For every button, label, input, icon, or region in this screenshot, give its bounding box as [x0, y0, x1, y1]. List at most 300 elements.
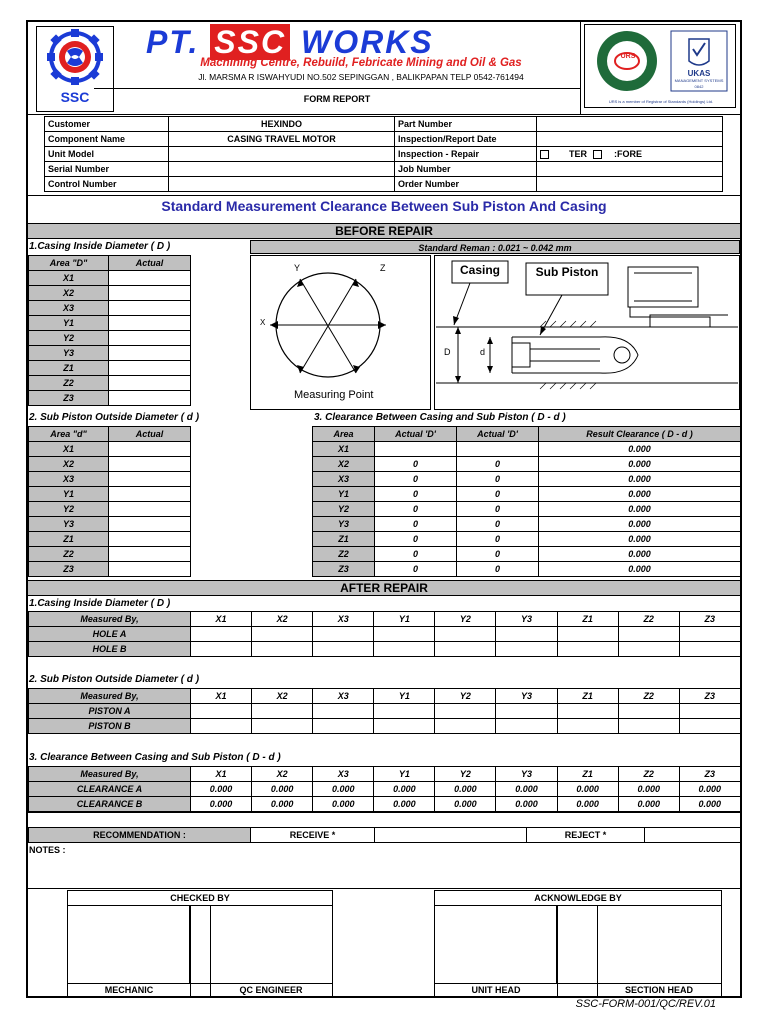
- row-value[interactable]: [191, 704, 252, 719]
- casing-area: X2: [29, 286, 109, 301]
- row-value: 0.000: [679, 782, 740, 797]
- header-area: Area "d": [29, 427, 109, 442]
- row-value[interactable]: [191, 627, 252, 642]
- after-casing-table: [28, 611, 741, 657]
- info-value[interactable]: [169, 162, 395, 177]
- table-row: [29, 562, 191, 577]
- diagram-sub-piston-label: Sub Piston: [535, 265, 599, 279]
- row-value[interactable]: [618, 704, 679, 719]
- row-value: 0.000: [557, 782, 618, 797]
- receive-value[interactable]: [375, 828, 527, 843]
- casing-actual[interactable]: [109, 301, 191, 316]
- casing-actual[interactable]: [109, 286, 191, 301]
- clear-D1: 0: [375, 547, 457, 562]
- cert-note: URS is a member of Registrar of Standards (Holdings) Ltd.: [608, 99, 714, 104]
- clear-result: 0.000: [539, 457, 741, 472]
- receive-label: RECEIVE *: [251, 828, 375, 843]
- fore-label: :FORE: [614, 148, 642, 159]
- table-row: [313, 562, 741, 577]
- row-name: CLEARANCE B: [29, 797, 191, 812]
- col-header: Z3: [679, 689, 740, 704]
- table-row: [29, 627, 741, 642]
- clear-D1: 0: [375, 502, 457, 517]
- clear-result: 0.000: [539, 502, 741, 517]
- row-value[interactable]: [313, 704, 374, 719]
- row-value[interactable]: [679, 704, 740, 719]
- casing-actual[interactable]: [109, 331, 191, 346]
- table-row: [29, 517, 191, 532]
- col-header: X1: [191, 767, 252, 782]
- row-value[interactable]: [374, 719, 435, 734]
- row-value: 0.000: [374, 782, 435, 797]
- header-area: Area "D": [29, 256, 109, 271]
- piston-area: Y3: [29, 517, 109, 532]
- row-value[interactable]: [252, 719, 313, 734]
- ter-checkbox[interactable]: [540, 150, 549, 159]
- row-value[interactable]: [557, 704, 618, 719]
- table-row: [29, 472, 191, 487]
- after-piston-table: [28, 688, 741, 734]
- info-label: Part Number: [395, 117, 537, 132]
- clear-D1: 0: [375, 532, 457, 547]
- section-head-label: SECTION HEAD: [624, 985, 693, 995]
- table-row: [29, 346, 191, 361]
- clear-result: 0.000: [539, 442, 741, 457]
- clear-result: 0.000: [539, 532, 741, 547]
- table-row: [29, 719, 741, 734]
- info-label: Customer: [45, 117, 169, 132]
- table-row: [313, 487, 741, 502]
- row-value[interactable]: [679, 642, 740, 657]
- form-title: FORM REPORT: [303, 94, 371, 104]
- row-value: 0.000: [679, 797, 740, 812]
- clear-area: Z1: [313, 532, 375, 547]
- row-value[interactable]: [435, 627, 496, 642]
- col-header: Z3: [679, 612, 740, 627]
- clear-header: Result Clearance ( D - d ): [539, 427, 741, 442]
- mechanic-label: MECHANIC: [104, 985, 154, 995]
- clear-D1: 0: [375, 487, 457, 502]
- col-header: Y1: [374, 767, 435, 782]
- diagram-measuring-point: Measuring Point: [294, 389, 374, 401]
- recommendation-row: [28, 827, 741, 843]
- unit-head-label: UNIT HEAD: [471, 985, 521, 995]
- casing-area: X1: [29, 271, 109, 286]
- company-tagline: Machining Centre, Rebuild, Febricate Mining and Oil & Gas: [200, 57, 522, 69]
- row-value[interactable]: [618, 642, 679, 657]
- casing-area: Z1: [29, 361, 109, 376]
- row-value[interactable]: [496, 719, 557, 734]
- clear-D2: 0: [457, 487, 539, 502]
- clear-D1: [375, 442, 457, 457]
- casing-actual[interactable]: [109, 376, 191, 391]
- acknowledge-label: ACKNOWLEDGE BY: [534, 893, 622, 903]
- col-header: Z3: [679, 767, 740, 782]
- col-header: Y3: [496, 689, 557, 704]
- piston-actual[interactable]: [109, 532, 191, 547]
- info-table: [44, 116, 723, 192]
- table-row: [313, 472, 741, 487]
- row-value: 0.000: [313, 797, 374, 812]
- col-header: Z1: [557, 689, 618, 704]
- piston-actual[interactable]: [109, 472, 191, 487]
- measurement-diagram: [250, 255, 740, 411]
- table-row: [29, 457, 191, 472]
- clear-D2: 0: [457, 547, 539, 562]
- piston-actual[interactable]: [109, 562, 191, 577]
- row-value[interactable]: [313, 627, 374, 642]
- title-top-line: [28, 195, 740, 196]
- recommendation-label: RECOMMENDATION :: [29, 828, 251, 843]
- piston-actual[interactable]: [109, 502, 191, 517]
- col-header: X2: [252, 612, 313, 627]
- clear-header: Area: [313, 427, 375, 442]
- casing-area: Y1: [29, 316, 109, 331]
- row-value: 0.000: [496, 797, 557, 812]
- info-row: [45, 147, 723, 162]
- piston-area: X3: [29, 472, 109, 487]
- col-header: Y3: [496, 612, 557, 627]
- row-value: 0.000: [496, 782, 557, 797]
- clear-D2: 0: [457, 562, 539, 577]
- info-value[interactable]: [537, 177, 723, 192]
- col-header: Z2: [618, 767, 679, 782]
- piston-area: Z2: [29, 547, 109, 562]
- row-value[interactable]: [435, 719, 496, 734]
- before-casing-title: 1.Casing Inside Diameter ( D ): [29, 241, 171, 252]
- casing-actual[interactable]: [109, 391, 191, 406]
- table-row: [29, 316, 191, 331]
- mechanic-signature[interactable]: [68, 905, 190, 983]
- piston-actual[interactable]: [109, 517, 191, 532]
- notes-label: NOTES :: [29, 845, 66, 855]
- after-clearance-table: [28, 766, 741, 812]
- piston-actual[interactable]: [109, 487, 191, 502]
- clear-D2: [457, 442, 539, 457]
- table-header: [29, 427, 191, 442]
- info-row: [45, 177, 723, 192]
- row-value[interactable]: [496, 704, 557, 719]
- clear-area: X3: [313, 472, 375, 487]
- casing-area: Z3: [29, 391, 109, 406]
- certification-box: [584, 24, 736, 108]
- table-row: [29, 487, 191, 502]
- clear-D1: 0: [375, 472, 457, 487]
- company-name-pre: PT.: [146, 24, 200, 60]
- table-header: [29, 612, 741, 627]
- main-title: Standard Measurement Clearance Between Sub Piston And Casing: [161, 198, 607, 214]
- after-clearance-title: 3. Clearance Between Casing and Sub Piston ( D - d ): [29, 752, 281, 763]
- info-label: Job Number: [395, 162, 537, 177]
- row-value[interactable]: [191, 719, 252, 734]
- info-value[interactable]: [537, 162, 723, 177]
- row-value: 0.000: [435, 797, 496, 812]
- info-label: Component Name: [45, 132, 169, 147]
- after-repair-header: AFTER REPAIR: [28, 580, 740, 596]
- row-value[interactable]: [313, 642, 374, 657]
- table-row: [29, 331, 191, 346]
- row-value: 0.000: [618, 797, 679, 812]
- casing-actual[interactable]: [109, 271, 191, 286]
- after-piston-title: 2. Sub Piston Outside Diameter ( d ): [29, 674, 200, 685]
- table-row: [29, 376, 191, 391]
- col-header: X3: [313, 612, 374, 627]
- row-value[interactable]: [557, 627, 618, 642]
- table-header: [29, 689, 741, 704]
- table-row: [29, 704, 741, 719]
- info-label: Inspection - Repair: [395, 147, 537, 162]
- inspection-options: [537, 147, 723, 162]
- col-header: Z1: [557, 612, 618, 627]
- col-header: Y1: [374, 612, 435, 627]
- before-clearance-table: [312, 426, 741, 577]
- row-name: HOLE B: [29, 642, 191, 657]
- checked-by-label: CHECKED BY: [170, 893, 230, 903]
- section-head-signature[interactable]: [597, 905, 721, 983]
- table-row: [29, 361, 191, 376]
- row-value[interactable]: [191, 642, 252, 657]
- row-value[interactable]: [374, 704, 435, 719]
- info-value[interactable]: [169, 177, 395, 192]
- col-header: Z2: [618, 612, 679, 627]
- acknowledge-box: [434, 890, 722, 998]
- row-value: 0.000: [618, 782, 679, 797]
- row-name: PISTON B: [29, 719, 191, 734]
- row-value: 0.000: [374, 797, 435, 812]
- col-header: Y2: [435, 689, 496, 704]
- col-header: Y1: [374, 689, 435, 704]
- piston-actual[interactable]: [109, 547, 191, 562]
- row-name: PISTON A: [29, 704, 191, 719]
- after-casing-title: 1.Casing Inside Diameter ( D ): [29, 598, 171, 609]
- clear-result: 0.000: [539, 487, 741, 502]
- row-value[interactable]: [313, 719, 374, 734]
- piston-area: Z1: [29, 532, 109, 547]
- measured-by: Measured By,: [29, 689, 191, 704]
- table-row: [29, 442, 191, 457]
- col-header: X1: [191, 612, 252, 627]
- row-value[interactable]: [679, 719, 740, 734]
- logo-text: SSC: [60, 89, 90, 105]
- checked-bottom-line: [68, 983, 332, 984]
- before-repair-header: BEFORE REPAIR: [28, 223, 740, 239]
- table-header: [313, 427, 741, 442]
- piston-area: Z3: [29, 562, 109, 577]
- row-name: HOLE A: [29, 627, 191, 642]
- company-address: Jl. MARSMA R ISWAHYUDI NO.502 SEPINGGAN , BALIKPAPAN TELP 0542-761494: [198, 72, 524, 82]
- clear-result: 0.000: [539, 547, 741, 562]
- casing-actual[interactable]: [109, 346, 191, 361]
- form-code: SSC-FORM-001/QC/REV.01: [575, 998, 716, 1010]
- row-value[interactable]: [496, 627, 557, 642]
- diagram-label-y: Y: [294, 263, 301, 273]
- info-value[interactable]: CASING TRAVEL MOTOR: [169, 132, 395, 147]
- clear-result: 0.000: [539, 472, 741, 487]
- info-top-line: [28, 114, 740, 115]
- table-row: [29, 301, 191, 316]
- info-label: Control Number: [45, 177, 169, 192]
- casing-actual[interactable]: [109, 316, 191, 331]
- piston-area: X2: [29, 457, 109, 472]
- piston-area: X1: [29, 442, 109, 457]
- clear-D2: 0: [457, 532, 539, 547]
- casing-actual[interactable]: [109, 361, 191, 376]
- info-row: [45, 132, 723, 147]
- diagram-label-x: X: [260, 318, 266, 327]
- table-header: [29, 256, 191, 271]
- measured-by: Measured By,: [29, 767, 191, 782]
- clear-area: X2: [313, 457, 375, 472]
- row-value[interactable]: [435, 704, 496, 719]
- col-header: Y2: [435, 767, 496, 782]
- header: [28, 22, 740, 114]
- info-row: [45, 117, 723, 132]
- diagram-D-label: D: [444, 347, 451, 357]
- unit-head-signature[interactable]: [435, 905, 557, 983]
- col-header: Y2: [435, 612, 496, 627]
- notes-area[interactable]: [80, 843, 740, 887]
- col-header: Y3: [496, 767, 557, 782]
- table-row: [29, 391, 191, 406]
- col-header: X1: [191, 689, 252, 704]
- casing-area: X3: [29, 301, 109, 316]
- reject-label: REJECT *: [527, 828, 645, 843]
- info-label: Order Number: [395, 177, 537, 192]
- row-value[interactable]: [374, 642, 435, 657]
- table-row: [313, 442, 741, 457]
- casing-area: Z2: [29, 376, 109, 391]
- info-value[interactable]: [169, 147, 395, 162]
- row-value: 0.000: [557, 797, 618, 812]
- table-row: [29, 782, 741, 797]
- clear-area: Y3: [313, 517, 375, 532]
- col-header: Z2: [618, 689, 679, 704]
- info-label: Unit Model: [45, 147, 169, 162]
- row-value[interactable]: [435, 642, 496, 657]
- clear-D1: 0: [375, 517, 457, 532]
- table-row: [313, 517, 741, 532]
- info-label: Inspection/Report Date: [395, 132, 537, 147]
- row-value[interactable]: [557, 642, 618, 657]
- table-row: [313, 547, 741, 562]
- col-header: X3: [313, 767, 374, 782]
- company-name-ssc: SSC: [210, 24, 290, 60]
- table-row: [29, 797, 741, 812]
- table-row: [29, 642, 741, 657]
- row-value[interactable]: [496, 642, 557, 657]
- urs-text: URS: [620, 53, 636, 60]
- row-value: 0.000: [313, 782, 374, 797]
- row-value: 0.000: [252, 782, 313, 797]
- standard-reman: Standard Reman : 0.021 ~ 0.042 mm: [250, 240, 740, 254]
- qc-engineer-label: QC ENGINEER: [239, 985, 303, 995]
- row-value: 0.000: [191, 782, 252, 797]
- table-row: [313, 502, 741, 517]
- diagram-label-z: Z: [380, 263, 386, 273]
- row-value[interactable]: [679, 627, 740, 642]
- table-row: [313, 457, 741, 472]
- piston-actual[interactable]: [109, 457, 191, 472]
- company-name: [146, 24, 586, 60]
- measured-by: Measured By,: [29, 612, 191, 627]
- casing-area: Y2: [29, 331, 109, 346]
- diagram-d-label: d: [480, 347, 486, 357]
- piston-area: Y1: [29, 487, 109, 502]
- company-name-post: WORKS: [300, 24, 434, 60]
- header-actual: Actual: [109, 427, 191, 442]
- header-right-border: [580, 22, 581, 114]
- casing-area: Y3: [29, 346, 109, 361]
- before-piston-title: 2. Sub Piston Outside Diameter ( d ): [29, 412, 200, 423]
- info-row: [45, 162, 723, 177]
- clear-result: 0.000: [539, 562, 741, 577]
- ter-label: TER: [569, 148, 587, 159]
- row-value[interactable]: [374, 627, 435, 642]
- col-header: X2: [252, 689, 313, 704]
- table-row: [29, 271, 191, 286]
- table-row: [29, 547, 191, 562]
- qc-signature[interactable]: [210, 905, 332, 983]
- info-value[interactable]: [537, 132, 723, 147]
- clear-header: Actual 'D': [375, 427, 457, 442]
- before-piston-table: [28, 426, 191, 577]
- diagram-svg: [250, 255, 740, 411]
- info-label: Serial Number: [45, 162, 169, 177]
- ukas-num: 0842: [694, 84, 704, 89]
- row-value[interactable]: [252, 642, 313, 657]
- fore-checkbox[interactable]: [593, 150, 602, 159]
- clear-header: Actual 'D': [457, 427, 539, 442]
- checked-by-box: [67, 890, 333, 998]
- table-header: [29, 767, 741, 782]
- row-value[interactable]: [618, 719, 679, 734]
- clear-area: Y1: [313, 487, 375, 502]
- clear-D2: 0: [457, 472, 539, 487]
- piston-area: Y2: [29, 502, 109, 517]
- row-value[interactable]: [557, 719, 618, 734]
- clear-result: 0.000: [539, 517, 741, 532]
- col-header: X3: [313, 689, 374, 704]
- info-value[interactable]: [537, 117, 723, 132]
- row-value: 0.000: [252, 797, 313, 812]
- header-actual: Actual: [109, 256, 191, 271]
- pre-recommend-line: [28, 812, 740, 813]
- clear-D2: 0: [457, 457, 539, 472]
- clear-D2: 0: [457, 502, 539, 517]
- clear-area: Z2: [313, 547, 375, 562]
- row-name: CLEARANCE A: [29, 782, 191, 797]
- before-casing-table: [28, 255, 191, 406]
- info-value[interactable]: HEXINDO: [169, 117, 395, 132]
- table-row: [29, 502, 191, 517]
- ukas-sub: MANAGEMENT SYSTEMS: [674, 78, 724, 83]
- ukas-text: UKAS: [687, 69, 711, 78]
- reject-value[interactable]: [645, 828, 741, 843]
- col-header: Z1: [557, 767, 618, 782]
- clear-D1: 0: [375, 457, 457, 472]
- row-value[interactable]: [618, 627, 679, 642]
- diagram-casing-label: Casing: [459, 263, 500, 277]
- piston-actual[interactable]: [109, 442, 191, 457]
- row-value: 0.000: [191, 797, 252, 812]
- table-row: [29, 532, 191, 547]
- clear-area: Y2: [313, 502, 375, 517]
- table-row: [313, 532, 741, 547]
- col-header: X2: [252, 767, 313, 782]
- row-value[interactable]: [252, 627, 313, 642]
- row-value[interactable]: [252, 704, 313, 719]
- notes-bottom-line: [28, 888, 740, 889]
